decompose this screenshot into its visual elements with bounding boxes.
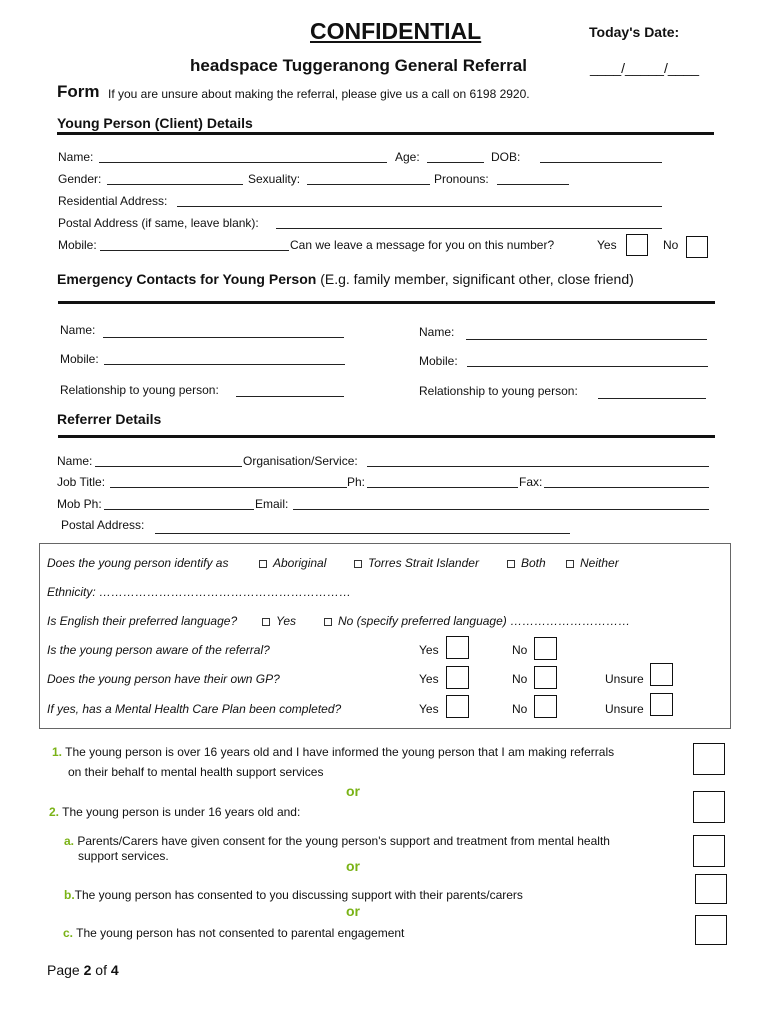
referrer-name-field[interactable]	[95, 466, 242, 467]
emergency1-mobile-field[interactable]	[104, 364, 345, 365]
referrer-job-field[interactable]	[110, 487, 347, 488]
emergency1-mobile-label: Mobile:	[60, 352, 99, 366]
gp-unsure-label: Unsure	[605, 672, 644, 686]
consent-item-c	[63, 926, 404, 940]
aware-yes-checkbox[interactable]	[446, 636, 469, 659]
emergency1-relationship-label: Relationship to young person:	[60, 383, 219, 397]
referrer-postal-field[interactable]	[155, 533, 570, 534]
client-postal-field[interactable]	[276, 228, 662, 229]
gp-no-checkbox[interactable]	[534, 666, 557, 689]
client-pronouns-label: Pronouns:	[434, 172, 489, 186]
client-dob-label: DOB:	[491, 150, 521, 164]
consent-item-1-number: 1.	[52, 745, 63, 759]
message-question: Can we leave a message for you on this number?	[290, 238, 555, 252]
page-total: 4	[110, 962, 119, 978]
emergency-heading-note: (E.g. family member, significant other, close friend)	[320, 271, 634, 287]
client-residential-field[interactable]	[177, 206, 662, 207]
referrer-mobph-label: Mob Ph:	[57, 497, 102, 511]
option-neither-label: Neither	[580, 556, 619, 570]
todays-date-label: Today's Date:	[589, 24, 680, 40]
client-gender-label: Gender:	[58, 172, 102, 186]
referrer-fax-label: Fax:	[519, 475, 543, 489]
emergency-heading	[57, 271, 634, 287]
gp-yes-checkbox[interactable]	[446, 666, 469, 689]
referrer-ph-label: Ph:	[347, 475, 366, 489]
gp-yes-label: Yes	[419, 672, 439, 686]
mhcp-no-label: No	[512, 702, 528, 716]
referrer-name-label: Name:	[57, 454, 93, 468]
form-note: If you are unsure about making the referral, please give us a call on 6198 2920.	[108, 87, 530, 101]
referrer-postal-label: Postal Address:	[61, 518, 145, 532]
client-name-label: Name:	[58, 150, 94, 164]
client-age-field[interactable]	[427, 162, 484, 163]
client-dob-field[interactable]	[540, 162, 662, 163]
referrer-fax-field[interactable]	[544, 487, 709, 488]
mhcp-unsure-checkbox[interactable]	[650, 693, 673, 716]
referrer-email-field[interactable]	[293, 509, 709, 510]
consent-item-a	[64, 834, 610, 848]
referral-title: headspace Tuggeranong General Referral	[190, 56, 527, 75]
consent-item-b-text: The young person has consented to you discussing support with their parents/carers	[74, 888, 523, 902]
message-no-checkbox[interactable]	[686, 236, 708, 258]
client-sexuality-label: Sexuality:	[248, 172, 301, 186]
consent-item-a-text: Parents/Carers have given consent for the young person's support and treatment from mental health	[77, 834, 610, 848]
client-mobile-field[interactable]	[100, 250, 289, 251]
option-aboriginal-label: Aboriginal	[273, 556, 327, 570]
aware-no-label: No	[512, 643, 528, 657]
mhcp-yes-label: Yes	[419, 702, 439, 716]
page-number	[47, 962, 119, 978]
consent-1-checkbox[interactable]	[693, 743, 725, 775]
consent-item-1	[52, 745, 614, 759]
client-gender-field[interactable]	[107, 184, 243, 185]
emergency1-name-field[interactable]	[103, 337, 344, 338]
option-torres[interactable]	[354, 556, 479, 570]
consent-item-1-text: The young person is over 16 years old and I have informed the young person that I am making referrals	[65, 745, 615, 759]
referrer-mobph-field[interactable]	[104, 509, 254, 510]
mhcp-question: If yes, has a Mental Health Care Plan been completed?	[47, 702, 342, 716]
emergency2-name-field[interactable]	[466, 339, 707, 340]
emergency-heading-bold: Emergency Contacts for Young Person	[57, 271, 317, 287]
option-torres-label: Torres Strait Islander	[368, 556, 479, 570]
referrer-organisation-field[interactable]	[367, 466, 709, 467]
referrer-heading: Referrer Details	[57, 411, 162, 427]
english-yes-label: Yes	[276, 614, 297, 628]
client-age-label: Age:	[395, 150, 420, 164]
option-neither[interactable]	[566, 556, 619, 570]
english-no-option[interactable]	[324, 614, 630, 628]
client-residential-label: Residential Address:	[58, 194, 168, 208]
english-no-label: No (specify preferred language) …………………………	[338, 614, 631, 628]
consent-item-2-text: The young person is under 16 years old and:	[62, 805, 301, 819]
emergency1-name-label: Name:	[60, 323, 96, 337]
client-name-field[interactable]	[99, 162, 387, 163]
message-yes-checkbox[interactable]	[626, 234, 648, 256]
emergency2-relationship-field[interactable]	[598, 398, 706, 399]
consent-item-b-letter: b.	[64, 888, 75, 902]
or-separator-2: or	[346, 858, 360, 874]
page-prefix: Page	[47, 962, 80, 978]
consent-item-1-cont: on their behalf to mental health support services	[68, 765, 324, 779]
consent-item-c-letter: c.	[63, 926, 74, 940]
emergency2-relationship-label: Relationship to young person:	[419, 384, 578, 398]
english-question: Is English their preferred language?	[47, 614, 238, 628]
consent-a-checkbox[interactable]	[693, 835, 725, 867]
mhcp-no-checkbox[interactable]	[534, 695, 557, 718]
page-of: of	[95, 962, 107, 978]
option-aboriginal[interactable]	[259, 556, 326, 570]
consent-2-checkbox[interactable]	[693, 791, 725, 823]
mhcp-yes-checkbox[interactable]	[446, 695, 469, 718]
client-divider	[57, 132, 714, 135]
page-current: 2	[83, 962, 92, 978]
client-mobile-label: Mobile:	[58, 238, 97, 252]
consent-item-b	[64, 888, 523, 902]
mhcp-unsure-label: Unsure	[605, 702, 644, 716]
form-label: Form	[57, 82, 100, 101]
referrer-divider	[58, 435, 715, 438]
option-both-label: Both	[521, 556, 546, 570]
aware-no-checkbox[interactable]	[534, 637, 557, 660]
consent-c-checkbox[interactable]	[695, 915, 727, 945]
consent-item-a-letter: a.	[64, 834, 75, 848]
confidential-title: CONFIDENTIAL	[310, 18, 482, 44]
client-details-heading: Young Person (Client) Details	[57, 115, 253, 131]
emergency2-mobile-field[interactable]	[467, 366, 708, 367]
consent-item-2	[49, 805, 300, 819]
consent-b-checkbox[interactable]	[695, 874, 727, 904]
emergency-divider	[58, 301, 715, 304]
referrer-email-label: Email:	[255, 497, 289, 511]
gp-question: Does the young person have their own GP?	[47, 672, 280, 686]
consent-item-2-number: 2.	[49, 805, 60, 819]
gp-unsure-checkbox[interactable]	[650, 663, 673, 686]
option-both[interactable]	[507, 556, 546, 570]
aware-yes-label: Yes	[419, 643, 439, 657]
ethnicity-field[interactable]: Ethnicity: ………………………………………………………	[47, 585, 352, 599]
or-separator-3: or	[346, 903, 360, 919]
message-no-label: No	[663, 238, 679, 252]
consent-item-c-text: The young person has not consented to parental engagement	[76, 926, 405, 940]
consent-item-a-cont: support services.	[78, 849, 169, 863]
emergency2-mobile-label: Mobile:	[419, 354, 458, 368]
aware-question: Is the young person aware of the referral?	[47, 643, 270, 657]
emergency2-name-label: Name:	[419, 325, 455, 339]
referrer-organisation-label: Organisation/Service:	[243, 454, 358, 468]
or-separator-1: or	[346, 783, 360, 799]
client-postal-label: Postal Address (if same, leave blank):	[58, 216, 259, 230]
referrer-job-label: Job Title:	[57, 475, 106, 489]
emergency1-relationship-field[interactable]	[236, 396, 344, 397]
referrer-ph-field[interactable]	[367, 487, 518, 488]
date-blanks[interactable]: ____/_____/____	[590, 60, 699, 76]
message-yes-label: Yes	[597, 238, 617, 252]
client-sexuality-field[interactable]	[307, 184, 430, 185]
client-pronouns-field[interactable]	[497, 184, 569, 185]
english-yes-option[interactable]	[262, 614, 296, 628]
identify-question: Does the young person identify as	[47, 556, 229, 570]
gp-no-label: No	[512, 672, 528, 686]
